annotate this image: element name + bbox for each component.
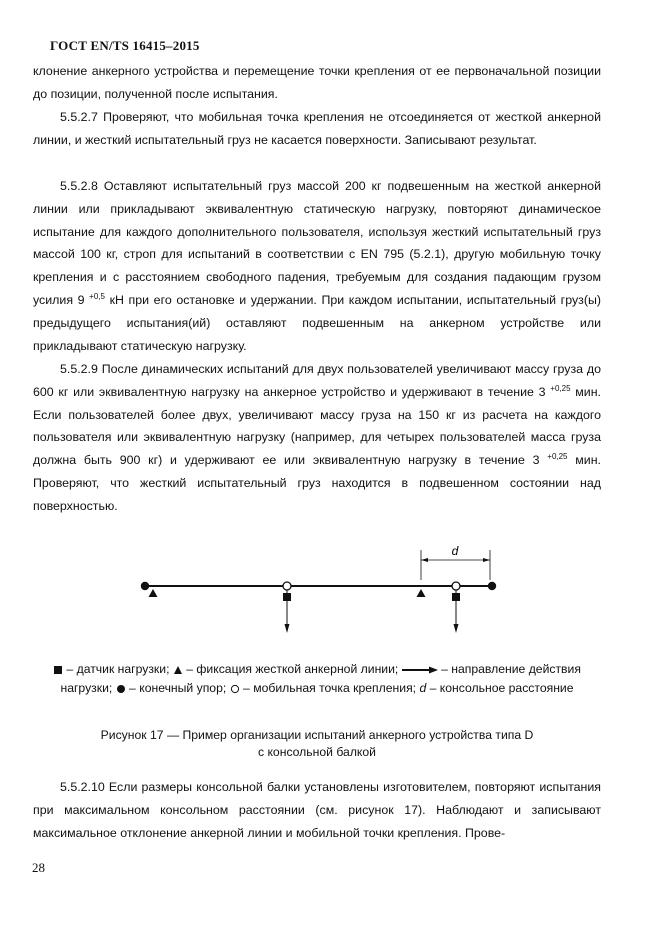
dimension-arrow-right: [483, 558, 490, 562]
tolerance-superscript: +0,5: [89, 291, 105, 301]
filled-circle-icon: [116, 684, 126, 694]
tolerance-superscript: +0,25: [550, 383, 571, 393]
legend-fixation: – фиксация жесткой анкерной линии;: [182, 662, 402, 676]
end-stop-left: [141, 582, 149, 590]
figure-caption: [33, 727, 601, 761]
paragraph-5-5-2-10: [33, 776, 601, 844]
paragraph-text: клонение анкерного устройства и перемещение точки крепления от ее первоначальной позиции до позиции, полученной после испытания.: [33, 64, 601, 101]
legend-cantilever-symbol: d: [419, 681, 427, 695]
caption-line-1: Рисунок 17 — Пример организации испытаний анкерного устройства типа D: [100, 728, 534, 742]
figure-legend: [33, 660, 601, 698]
end-stop-right: [488, 582, 496, 590]
document-header: ГОСТ EN/TS 16415–2015: [50, 38, 200, 53]
load-sensor-1: [283, 593, 291, 601]
legend-load-sensor: – датчик нагрузки;: [63, 662, 173, 676]
paragraph-5-5-2-9: [33, 358, 601, 518]
paragraph-text: мин. Если пользователей более двух, увеличивают массу груза на 150 кг из расчета на каждого пользователя или эквивалентную нагрузку (например, для четырех пользователей масса груза должна быть 900 кг) и удерживают ее или эквивалентную нагрузку в течение 3: [33, 384, 602, 468]
legend-mobile-point: – мобильная точка крепления;: [239, 681, 420, 695]
paragraph-5-5-2-7: [33, 106, 601, 152]
square-icon: [53, 665, 63, 675]
page-number: 28: [32, 860, 45, 875]
paragraph-text: 5.5.2.9 После динамических испытаний для двух пользователей увеличивают массу груза до 600 кг или эквивалентную нагрузку на анкерное устройство и удерживают в течение 3: [33, 362, 601, 399]
paragraph-text: 5.5.2.7 Проверяют, что мобильная точка крепления не отсоединяется от жесткой анкерной линии, и жесткий испытательный груз не касается поверхности. Записывают результат.: [33, 110, 601, 147]
load-arrowhead-1: [285, 624, 290, 633]
mobile-anchor-point-2: [452, 582, 460, 590]
paragraph-text: 5.5.2.8 Оставляют испытательный груз массой 200 кг подвешенным на жесткой анкерной линии или прикладывают эквивалентную статическую нагрузку, повторяют динамическое испытание для каждого дополнительного пользователя, используя жесткий испытательный груз массой 100 кг, строп для испытаний в соответствии с EN 795 (5.2.1), другую мобильную точку крепления и с расстоянием свободного падения, требуемым для создания падающим грузом усилия 9: [33, 179, 601, 307]
legend-cantilever: – консольное расстояние: [426, 681, 574, 695]
dimension-arrow-left: [421, 558, 428, 562]
arrow-icon: [402, 665, 438, 675]
legend-direction: – направление действия нагрузки;: [60, 662, 581, 695]
paragraph-continuation: [33, 60, 601, 106]
load-arrowhead-2: [454, 624, 459, 633]
load-sensor-2: [452, 593, 460, 601]
dimension-label-d: d: [451, 544, 459, 558]
caption-line-2: с консольной балкой: [257, 745, 376, 759]
open-circle-icon: [230, 684, 240, 694]
tolerance-superscript: +0,25: [547, 452, 568, 462]
paragraph-text: кН при его остановке и удержании. При каждом испытании, испытательный груз(ы) предыдущего испытания(ий) оставляют подвешенным на анкерном устройстве или прикладывают статическую нагрузку.: [33, 292, 601, 353]
fixation-left: [149, 589, 158, 597]
legend-end-stop: – конечный упор;: [125, 681, 230, 695]
paragraph-text: 5.5.2.10 Если размеры консольной балки установлены изготовителем, повторяют испытания при максимальном консольном расстоянии (см. рисунок 17). Наблюдают и записывают максимальное отклонение анкерной линии и мобильной точки крепления. Прове-: [33, 780, 601, 840]
triangle-icon: [173, 665, 183, 675]
figure-17-diagram: [0, 530, 661, 640]
paragraph-5-5-2-8: [33, 175, 601, 357]
fixation-right: [417, 589, 426, 597]
mobile-anchor-point-1: [283, 582, 291, 590]
paragraph-text: мин. Проверяют, что жесткий испытательный груз находится в подвешенном состоянии над поверхностью.: [33, 453, 601, 513]
